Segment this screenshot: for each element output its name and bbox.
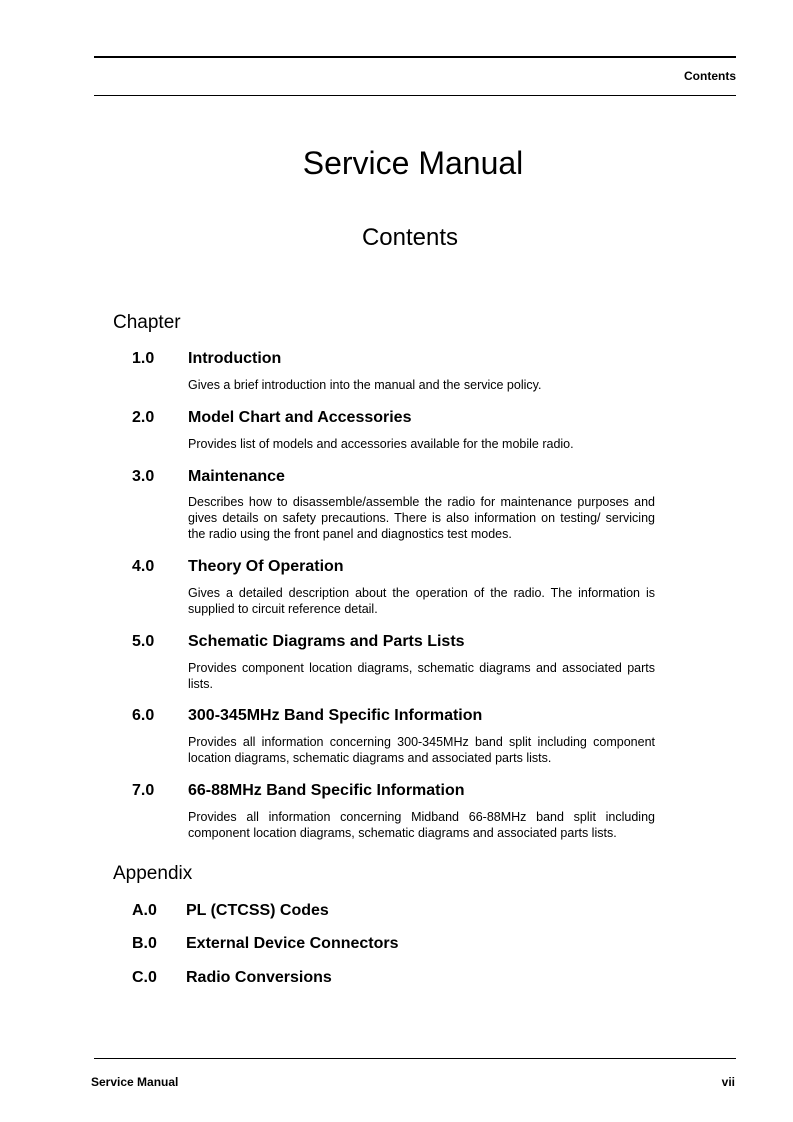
chapter-title[interactable]: Introduction — [188, 350, 282, 367]
appendix-number: B.0 — [132, 935, 157, 952]
appendix-number: A.0 — [132, 902, 157, 919]
chapter-number: 1.0 — [132, 350, 155, 367]
chapter-description: Describes how to disassemble/assemble the radio for maintenance purposes and gives details on safety precautions. There is also information on testing/ servicing the radio using the front panel and diagnostics test modes. — [188, 495, 655, 541]
header-rule-thick — [94, 56, 736, 58]
chapter-description: Provides component location diagrams, schematic diagrams and associated parts lists. — [188, 661, 655, 691]
chapter-number: 4.0 — [132, 558, 155, 575]
chapter-number: 7.0 — [132, 782, 155, 799]
chapter-number: 2.0 — [132, 409, 155, 426]
chapter-number: 6.0 — [132, 707, 155, 724]
chapter-title[interactable]: 66-88MHz Band Specific Information — [188, 782, 465, 799]
chapter-title[interactable]: Model Chart and Accessories — [188, 409, 412, 426]
chapter-heading: Chapter — [113, 312, 181, 333]
page-number: vii — [721, 1075, 735, 1089]
appendix-title[interactable]: Radio Conversions — [186, 969, 332, 986]
chapter-description: Provides all information concerning Midband 66-88MHz band split including component location diagrams, schematic diagrams and associated parts lists. — [188, 810, 655, 840]
chapter-description: Gives a detailed description about the operation of the radio. The information is supplied to circuit reference detail. — [188, 586, 655, 616]
footer-rule — [94, 1058, 736, 1059]
chapter-number: 3.0 — [132, 468, 155, 485]
appendix-heading: Appendix — [113, 863, 193, 884]
appendix-title[interactable]: PL (CTCSS) Codes — [186, 902, 329, 919]
chapter-title[interactable]: Schematic Diagrams and Parts Lists — [188, 633, 465, 650]
chapter-title[interactable]: 300-345MHz Band Specific Information — [188, 707, 483, 724]
page-subtitle: Contents — [361, 224, 459, 251]
chapter-title[interactable]: Maintenance — [188, 468, 285, 485]
chapter-description: Provides all information concerning 300-345MHz band split including component location diagrams, schematic diagrams and associated parts lists. — [188, 735, 655, 765]
appendix-title[interactable]: External Device Connectors — [186, 935, 399, 952]
chapter-description: Provides list of models and accessories available for the mobile radio. — [188, 437, 574, 451]
appendix-number: C.0 — [132, 969, 157, 986]
running-header: Contents — [684, 69, 736, 83]
chapter-description: Gives a brief introduction into the manual and the service policy. — [188, 378, 542, 392]
chapter-title[interactable]: Theory Of Operation — [188, 558, 344, 575]
header-rule-thin — [94, 95, 736, 96]
footer-title: Service Manual — [91, 1075, 179, 1089]
page-title: Service Manual — [302, 145, 524, 181]
chapter-number: 5.0 — [132, 633, 155, 650]
